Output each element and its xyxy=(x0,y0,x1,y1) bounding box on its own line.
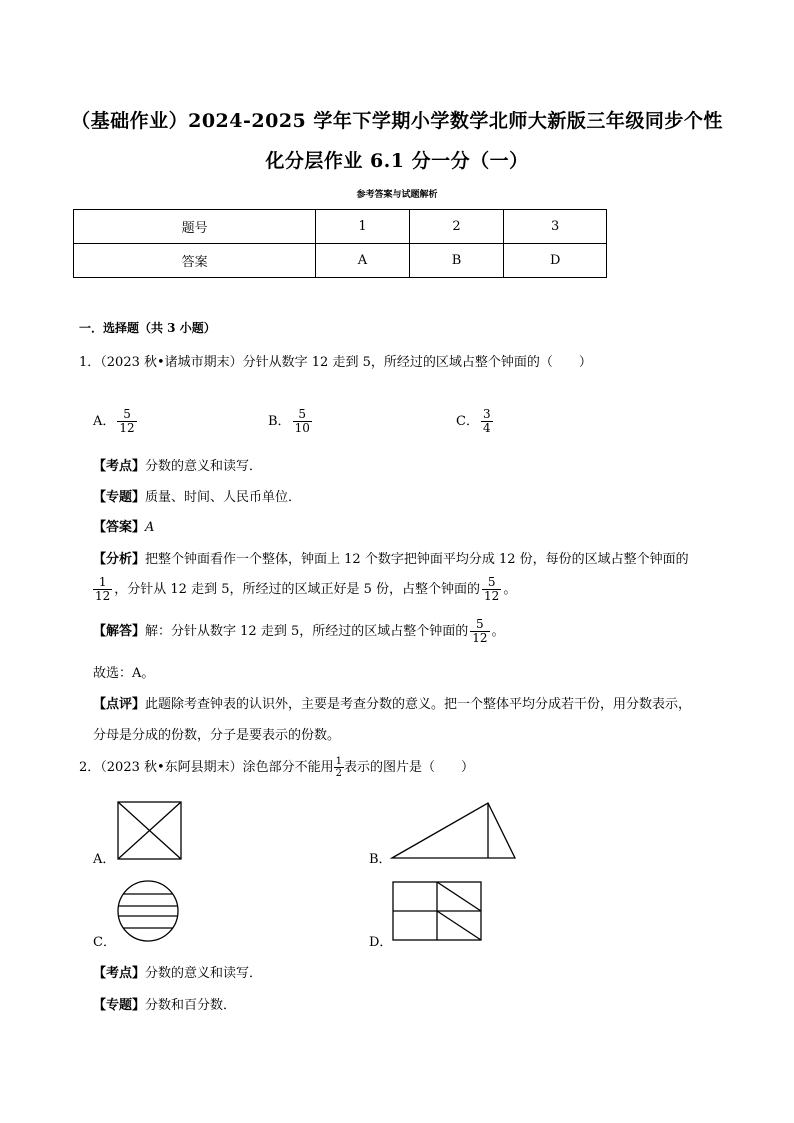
option-label: B． xyxy=(268,414,291,429)
fraction: $\frac{5}{12}$ xyxy=(484,575,500,603)
table-cell: B xyxy=(409,244,504,278)
q1-analysis-line2: $\frac{1}{12}$ ，分针从 12 走到 5，所经过的区域正好是 5 份，占整个钟面的 $\frac{5}{12}$ 。 xyxy=(95,575,517,603)
q1-zhuanti: 【专题】质量、时间、人民币单位． xyxy=(93,490,302,505)
table-cell: A xyxy=(316,244,409,278)
fraction: $\frac{5}{12}$ xyxy=(119,407,135,435)
table-cell: 3 xyxy=(504,210,607,244)
table-row xyxy=(74,210,607,244)
q1-choice: 故选：A。 xyxy=(93,666,155,681)
section-heading: 一．选择题（共 3 小题） xyxy=(79,321,216,335)
option-label: C． xyxy=(456,414,479,429)
q2-option-d-label: D． xyxy=(369,935,393,950)
doc-subtitle: 参考答案与试题解析 xyxy=(356,190,438,200)
table-cell: D xyxy=(504,244,607,278)
q2-option-c-label: C． xyxy=(93,935,116,950)
table-row xyxy=(74,244,607,278)
answer-table xyxy=(73,209,607,278)
striped-circle-figure xyxy=(116,879,180,943)
q2-zhuanti: 【专题】分数和百分数． xyxy=(93,998,237,1013)
q1-solution: 【解答】解：分针从数字 12 走到 5，所经过的区域占整个钟面的 $\frac{5}{12}$ 。 xyxy=(93,617,505,645)
q2-option-b-label: B． xyxy=(369,852,392,867)
question-2-stem: 2．（2023 秋•东阿县期末）涂色部分不能用 $\frac{1}{2}$ 表示的图片是（ ） xyxy=(79,756,475,779)
fraction: $\frac{3}{4}$ xyxy=(482,407,491,435)
q2-option-a-label: A． xyxy=(93,852,116,867)
fraction: $\frac{1}{2}$ xyxy=(335,756,343,779)
q1-kaodian: 【考点】分数的意义和读写． xyxy=(93,459,263,474)
q1-comment-line1: 【点评】此题除考查钟表的认识外，主要是考查分数的意义。把一个整体平均分成若干份，用分数表示， xyxy=(93,697,692,712)
question-1-stem: 1．（2023 秋•诸城市期末）分针从数字 12 走到 5，所经过的区域占整个钟面的（ ） xyxy=(79,355,592,370)
q1-option-b xyxy=(268,408,314,435)
q1-option-a xyxy=(93,408,139,435)
doc-title-line1: （基础作业）2024-2025 学年下学期小学数学北师大新版三年级同步个性 xyxy=(71,110,723,132)
q1-comment-line2: 分母是分成的份数，分子是要表示的份数。 xyxy=(93,728,341,743)
square-diagonals-figure xyxy=(117,801,183,861)
table-cell: 2 xyxy=(409,210,504,244)
fraction: $\frac{1}{12}$ xyxy=(95,575,111,603)
table-header-cell: 题号 xyxy=(74,210,316,244)
q1-answer: 【答案】A xyxy=(93,520,155,535)
q1-option-c xyxy=(456,408,495,435)
table-cell: 1 xyxy=(316,210,409,244)
q2-kaodian: 【考点】分数的意义和读写． xyxy=(93,966,263,981)
doc-title-line2: 化分层作业 6.1 分一分（一） xyxy=(265,150,529,172)
fraction: $\frac{5}{12}$ xyxy=(472,617,488,645)
fraction: $\frac{5}{10}$ xyxy=(294,407,310,435)
option-label: A． xyxy=(93,414,116,429)
grid-rectangle-figure xyxy=(391,880,483,942)
table-header-cell: 答案 xyxy=(74,244,316,278)
right-triangle-figure xyxy=(390,801,518,861)
q1-analysis-line1: 【分析】把整个钟面看作一个整体，钟面上 12 个数字把钟面平均分成 12 份，每份的区域占整个钟面的 xyxy=(93,552,689,567)
